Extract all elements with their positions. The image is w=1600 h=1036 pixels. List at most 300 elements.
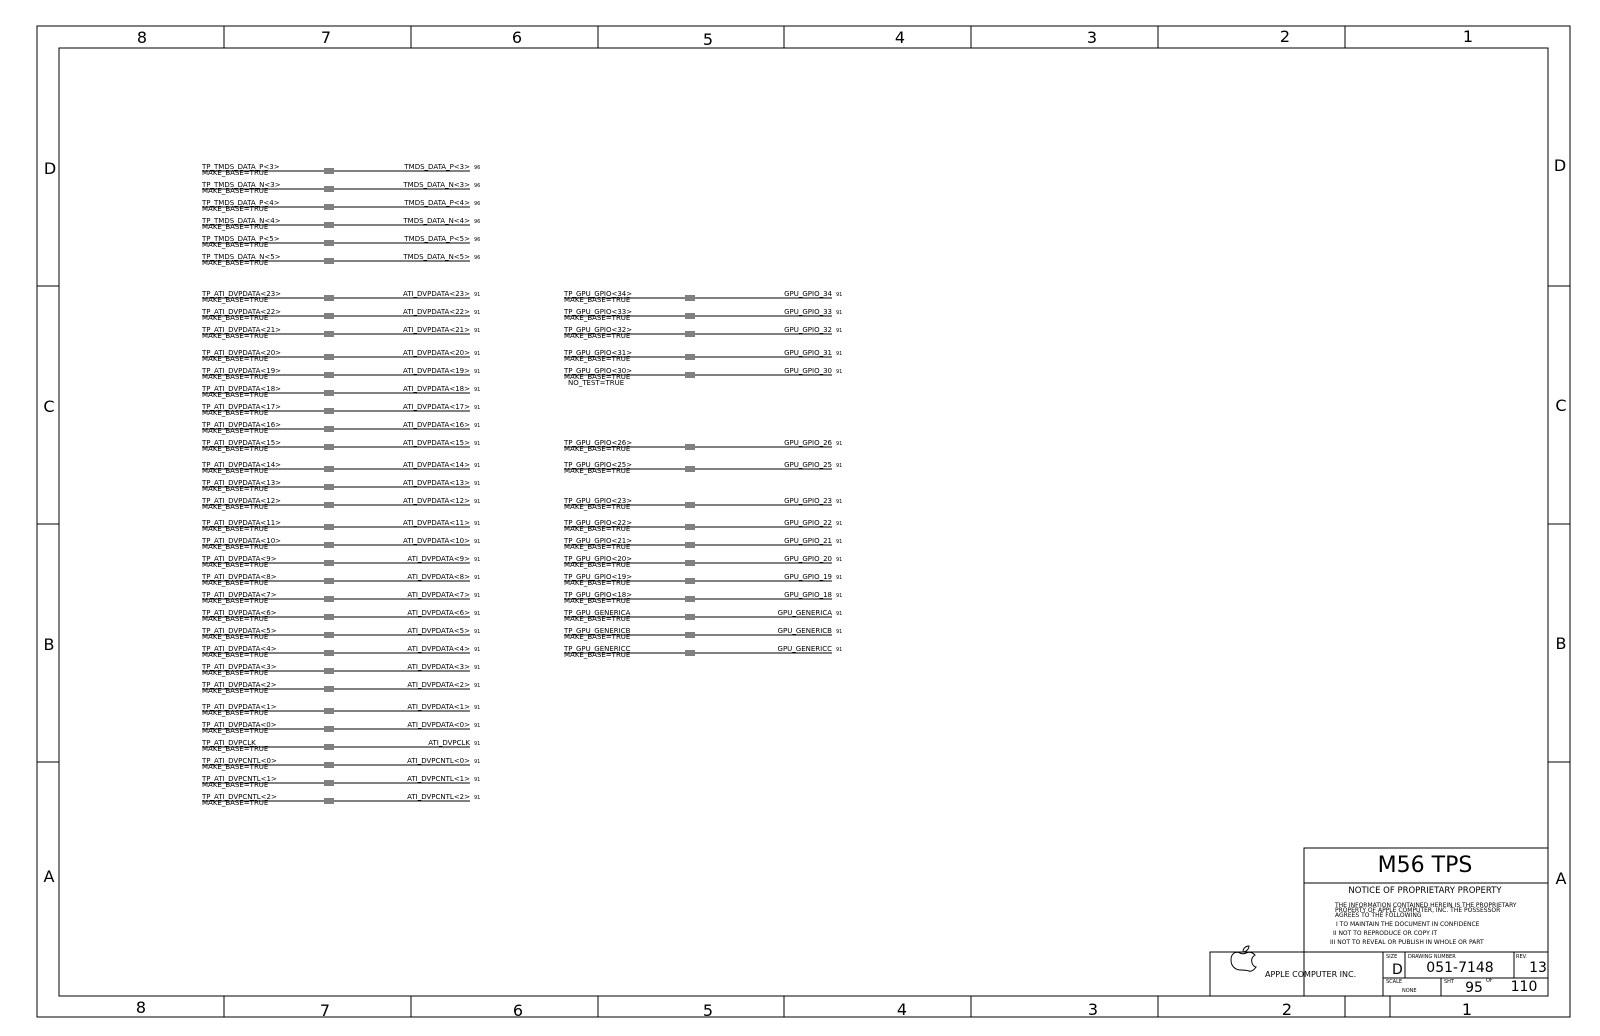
net-label: GPU_GPIO_33 — [784, 308, 832, 316]
testpoint-label: TP_ATI_DVPDATA<11> — [202, 519, 282, 527]
size-label: SIZE — [1386, 954, 1398, 960]
sheet-reference: 91 — [474, 777, 481, 783]
net-label: ATI_DVPDATA<7> — [407, 591, 470, 599]
gpio-row — [563, 326, 842, 340]
make-base-attribute: MAKE_BASE=TRUE — [202, 259, 269, 267]
testpoint-label: TP_TMDS_DATA_P<4> — [202, 199, 280, 207]
make-base-attribute: MAKE_BASE=TRUE — [202, 373, 269, 381]
dvp-row — [201, 681, 480, 695]
testpoint-label: TP_ATI_DVPDATA<9> — [202, 555, 277, 563]
testpoint-label: TP_GPU_GPIO<26> — [564, 439, 633, 447]
make-base-attribute: MAKE_BASE=TRUE — [202, 763, 269, 771]
dvp-testpoint-group — [201, 290, 480, 807]
dvp-row — [201, 627, 480, 641]
net-label: GPU_GPIO_34 — [784, 290, 832, 298]
net-label: ATI_DVPDATA<1> — [407, 703, 470, 711]
sheet-reference: 91 — [836, 351, 843, 357]
sheet-reference: 91 — [474, 759, 481, 765]
of-label: OF — [1486, 978, 1493, 984]
make-base-attribute: MAKE_BASE=TRUE — [564, 355, 631, 363]
sheet-reference: 91 — [474, 575, 481, 581]
sheet-reference: 91 — [836, 521, 843, 527]
dvp-row — [201, 703, 480, 717]
net-label: ATI_DVPDATA<4> — [407, 645, 470, 653]
testpoint-label: TP_TMDS_DATA_P<5> — [202, 235, 280, 243]
testpoint-label: TP_ATI_DVPDATA<12> — [202, 497, 282, 505]
make-base-attribute: MAKE_BASE=TRUE — [202, 332, 269, 340]
column-label: 5 — [702, 30, 714, 49]
net-label: ATI_DVPDATA<16> — [402, 421, 470, 429]
row-label: B — [1555, 634, 1567, 653]
net-label: TMDS_DATA_P<4> — [404, 199, 470, 207]
net-label: ATI_DVPDATA<8> — [407, 573, 470, 581]
make-base-attribute: MAKE_BASE=TRUE — [202, 727, 269, 735]
row-label: C — [1555, 396, 1567, 415]
net-label: GPU_GPIO_20 — [784, 555, 832, 563]
testpoint-label: TP_ATI_DVPDATA<7> — [202, 591, 277, 599]
column-label: 4 — [896, 1000, 908, 1019]
dvp-row — [201, 439, 480, 453]
column-label: 1 — [1461, 1000, 1473, 1019]
column-label: 2 — [1279, 27, 1291, 46]
sheet-reference: 91 — [836, 328, 843, 334]
sheet-reference: 91 — [474, 292, 481, 298]
testpoint-label: TP_GPU_GPIO<23> — [564, 497, 633, 505]
dvp-row — [201, 721, 480, 735]
dvp-row — [201, 645, 480, 659]
testpoint-label: TP_ATI_DVPDATA<23> — [202, 290, 282, 298]
apple-logo-icon — [1231, 946, 1256, 971]
company-name: APPLE COMPUTER INC. — [1265, 970, 1357, 979]
make-base-attribute: MAKE_BASE=TRUE — [202, 391, 269, 399]
column-label: 2 — [1281, 1000, 1293, 1019]
dvp-row — [201, 555, 480, 569]
testpoint-label: TP_GPU_GPIO<25> — [564, 461, 633, 469]
testpoint-label: TP_TMDS_DATA_P<3> — [202, 163, 280, 171]
net-label: GPU_GPIO_23 — [784, 497, 832, 505]
dvp-row — [201, 609, 480, 623]
dvp-row — [201, 757, 480, 771]
testpoint-label: TP_GPU_GENERICA — [564, 609, 631, 617]
testpoint-label: TP_TMDS_DATA_N<4> — [202, 217, 281, 225]
sheet-reference: 91 — [836, 310, 843, 316]
make-base-attribute: MAKE_BASE=TRUE — [564, 561, 631, 569]
gpio-row — [563, 645, 842, 659]
net-label: GPU_GPIO_22 — [784, 519, 832, 527]
gpio-row — [563, 367, 842, 387]
make-base-attribute: MAKE_BASE=TRUE — [202, 709, 269, 717]
scale-label: SCALE — [1386, 979, 1403, 985]
dvp-row — [201, 403, 480, 417]
sheet-reference: 96 — [474, 165, 481, 171]
make-base-attribute: MAKE_BASE=TRUE — [202, 445, 269, 453]
make-base-attribute: MAKE_BASE=TRUE — [202, 296, 269, 304]
sheet-reference: 91 — [836, 539, 843, 545]
testpoint-label: TP_GPU_GPIO<22> — [564, 519, 633, 527]
sheet-reference: 91 — [474, 310, 481, 316]
testpoint-label: TP_ATI_DVPDATA<10> — [202, 537, 282, 545]
testpoint-label: TP_ATI_DVPCNTL<2> — [202, 793, 277, 801]
sheet-reference: 91 — [474, 705, 481, 711]
gpio-row — [563, 290, 842, 304]
gpio-row — [563, 519, 842, 533]
net-label: ATI_DVPDATA<22> — [402, 308, 470, 316]
dvp-row — [201, 385, 480, 399]
testpoint-label: TP_ATI_DVPDATA<22> — [202, 308, 282, 316]
sheet-reference: 91 — [474, 328, 481, 334]
make-base-attribute: MAKE_BASE=TRUE — [202, 651, 269, 659]
make-base-attribute: MAKE_BASE=TRUE — [202, 427, 269, 435]
column-label: 5 — [702, 1001, 714, 1020]
notice-condition: I TO MAINTAIN THE DOCUMENT IN CONFIDENCE — [1336, 921, 1480, 928]
notice-line: PROPERTY OF APPLE COMPUTER, INC. THE POSSESSOR — [1335, 907, 1501, 914]
sheet-reference: 91 — [474, 405, 481, 411]
dvp-row — [201, 349, 480, 363]
row-label: C — [43, 397, 55, 416]
sheet-reference: 96 — [474, 219, 481, 225]
tmds-testpoint-group — [201, 163, 480, 267]
column-label: 6 — [511, 28, 523, 47]
sheet-reference: 91 — [474, 593, 481, 599]
make-base-attribute: MAKE_BASE=TRUE — [202, 503, 269, 511]
dvp-row — [201, 367, 480, 381]
testpoint-label: TP_ATI_DVPDATA<16> — [202, 421, 282, 429]
dvp-row — [201, 775, 480, 789]
tmds-row — [201, 163, 480, 177]
rev-value: 13 — [1529, 960, 1547, 976]
make-base-attribute: MAKE_BASE=TRUE — [202, 633, 269, 641]
sheet-reference: 91 — [474, 741, 481, 747]
sheet-reference: 91 — [474, 387, 481, 393]
notice-condition: III NOT TO REVEAL OR PUBLISH IN WHOLE OR PART — [1330, 939, 1484, 946]
sheet-reference: 96 — [474, 237, 481, 243]
rev-label: REV. — [1516, 954, 1527, 960]
dvp-row — [201, 326, 480, 340]
tmds-row — [201, 199, 480, 213]
net-label: ATI_DVPDATA<10> — [402, 537, 470, 545]
make-base-attribute: MAKE_BASE=TRUE — [202, 187, 269, 195]
testpoint-label: TP_GPU_GPIO<33> — [564, 308, 633, 316]
gpio-row — [563, 537, 842, 551]
make-base-attribute: MAKE_BASE=TRUE — [202, 799, 269, 807]
sheet-reference: 96 — [474, 183, 481, 189]
net-label: ATI_DVPDATA<9> — [407, 555, 470, 563]
column-label: 1 — [1462, 27, 1474, 46]
testpoint-label: TP_ATI_DVPDATA<18> — [202, 385, 282, 393]
sheet-reference: 91 — [836, 629, 843, 635]
testpoint-label: TP_GPU_GENERICB — [564, 627, 631, 635]
sheet-number: 95 — [1465, 980, 1483, 996]
make-base-attribute: MAKE_BASE=TRUE — [564, 445, 631, 453]
column-label: 3 — [1086, 28, 1098, 47]
column-label: 4 — [894, 28, 906, 47]
sheet-reference: 91 — [836, 611, 843, 617]
make-base-attribute: MAKE_BASE=TRUE — [202, 687, 269, 695]
gpio-row — [563, 461, 842, 475]
testpoint-label: TP_ATI_DVPDATA<14> — [202, 461, 282, 469]
make-base-attribute: MAKE_BASE=TRUE — [564, 597, 631, 605]
make-base-attribute: MAKE_BASE=TRUE — [564, 296, 631, 304]
make-base-attribute: MAKE_BASE=TRUE — [202, 525, 269, 533]
gpio-row — [563, 439, 842, 453]
make-base-attribute: MAKE_BASE=TRUE — [202, 355, 269, 363]
make-base-attribute: MAKE_BASE=TRUE — [202, 241, 269, 249]
net-label: ATI_DVPCNTL<2> — [407, 793, 470, 801]
testpoint-label: TP_ATI_DVPDATA<0> — [202, 721, 277, 729]
net-label: ATI_DVPCNTL<1> — [407, 775, 470, 783]
sheet-reference: 91 — [836, 441, 843, 447]
net-label: ATI_DVPCLK — [428, 739, 470, 747]
make-base-attribute: MAKE_BASE=TRUE — [202, 597, 269, 605]
row-label: A — [1555, 869, 1567, 888]
testpoint-label: TP_TMDS_DATA_N<3> — [202, 181, 281, 189]
testpoint-label: TP_ATI_DVPDATA<4> — [202, 645, 277, 653]
testpoint-label: TP_GPU_GPIO<20> — [564, 555, 633, 563]
sheet-reference: 91 — [836, 647, 843, 653]
net-label: TMDS_DATA_N<3> — [403, 181, 470, 189]
drawing-number-label: DRAWING NUMBER — [1408, 954, 1456, 960]
sheet-reference: 91 — [836, 463, 843, 469]
make-base-attribute: MAKE_BASE=TRUE — [202, 314, 269, 322]
sheet-reference: 91 — [474, 481, 481, 487]
make-base-attribute: MAKE_BASE=TRUE — [202, 169, 269, 177]
column-labels-top — [137, 27, 1473, 49]
make-base-attribute: MAKE_BASE=TRUE — [564, 543, 631, 551]
testpoint-label: TP_ATI_DVPDATA<8> — [202, 573, 277, 581]
dvp-row — [201, 537, 480, 551]
make-base-attribute: MAKE_BASE=TRUE — [564, 373, 631, 381]
testpoint-label: TP_GPU_GPIO<21> — [564, 537, 633, 545]
dvp-row — [201, 519, 480, 533]
make-base-attribute: MAKE_BASE=TRUE — [564, 579, 631, 587]
net-label: ATI_DVPDATA<12> — [402, 497, 470, 505]
net-label: GPU_GENERICC — [777, 645, 832, 653]
make-base-attribute: MAKE_BASE=TRUE — [564, 633, 631, 641]
net-label: GPU_GENERICB — [777, 627, 832, 635]
testpoint-label: TP_GPU_GENERICC — [564, 645, 631, 653]
make-base-attribute: MAKE_BASE=TRUE — [564, 314, 631, 322]
row-labels-right — [1554, 156, 1567, 888]
testpoint-label: TP_TMDS_DATA_N<5> — [202, 253, 281, 261]
drawing-number: 051-7148 — [1426, 960, 1494, 976]
sheet-reference: 91 — [474, 665, 481, 671]
column-label: 7 — [320, 28, 332, 47]
make-base-attribute: MAKE_BASE=TRUE — [202, 579, 269, 587]
gpio-row — [563, 609, 842, 623]
net-label: ATI_DVPDATA<23> — [402, 290, 470, 298]
notice-condition: II NOT TO REPRODUCE OR COPY IT — [1333, 930, 1438, 937]
dvp-row — [201, 591, 480, 605]
sheet-reference: 96 — [474, 201, 481, 207]
testpoint-label: TP_ATI_DVPCNTL<1> — [202, 775, 277, 783]
sheet-reference: 91 — [836, 499, 843, 505]
notice-line: AGREES TO THE FOLLOWING — [1335, 912, 1422, 919]
testpoint-label: TP_GPU_GPIO<18> — [564, 591, 633, 599]
dvp-row — [201, 479, 480, 493]
sheet-reference: 91 — [836, 557, 843, 563]
net-label: ATI_DVPDATA<6> — [407, 609, 470, 617]
dvp-row — [201, 308, 480, 322]
net-label: TMDS_DATA_P<3> — [404, 163, 470, 171]
net-label: GPU_GPIO_32 — [784, 326, 832, 334]
make-base-attribute: MAKE_BASE=TRUE — [202, 543, 269, 551]
row-label: D — [1553, 156, 1567, 175]
net-label: GPU_GPIO_18 — [784, 591, 832, 599]
net-label: ATI_DVPDATA<11> — [402, 519, 470, 527]
sheet-title: M56 TPS — [1377, 853, 1473, 878]
gpio-row — [563, 591, 842, 605]
notice-heading: NOTICE OF PROPRIETARY PROPERTY — [1348, 886, 1502, 896]
make-base-attribute: MAKE_BASE=TRUE — [202, 223, 269, 231]
testpoint-label: TP_ATI_DVPDATA<5> — [202, 627, 277, 635]
column-label: 3 — [1087, 1000, 1099, 1019]
net-label: ATI_DVPDATA<19> — [402, 367, 470, 375]
dvp-row — [201, 497, 480, 511]
gpio-testpoint-group — [563, 290, 842, 659]
tmds-row — [201, 217, 480, 231]
gpio-row — [563, 573, 842, 587]
sheet-reference: 91 — [836, 292, 843, 298]
testpoint-label: TP_GPU_GPIO<32> — [564, 326, 633, 334]
net-label: ATI_DVPDATA<18> — [402, 385, 470, 393]
column-label: 6 — [512, 1001, 524, 1020]
net-label: ATI_DVPDATA<5> — [407, 627, 470, 635]
testpoint-label: TP_GPU_GPIO<30> — [564, 367, 633, 375]
net-label: ATI_DVPDATA<0> — [407, 721, 470, 729]
testpoint-label: TP_ATI_DVPDATA<3> — [202, 663, 277, 671]
net-label: ATI_DVPCNTL<0> — [407, 757, 470, 765]
sheet-reference: 91 — [474, 629, 481, 635]
dvp-row — [201, 793, 480, 807]
sheet-reference: 91 — [474, 463, 481, 469]
make-base-attribute: MAKE_BASE=TRUE — [202, 467, 269, 475]
gpio-row — [563, 308, 842, 322]
dvp-row — [201, 290, 480, 304]
sheet-reference: 91 — [836, 593, 843, 599]
testpoint-label: TP_ATI_DVPDATA<15> — [202, 439, 282, 447]
dvp-row — [201, 421, 480, 435]
sheet-reference: 91 — [474, 521, 481, 527]
sheet-reference: 96 — [474, 255, 481, 261]
no-test-attribute: NO_TEST=TRUE — [568, 379, 625, 387]
make-base-attribute: MAKE_BASE=TRUE — [564, 332, 631, 340]
make-base-attribute: MAKE_BASE=TRUE — [202, 561, 269, 569]
sheet-reference: 91 — [474, 441, 481, 447]
make-base-attribute: MAKE_BASE=TRUE — [202, 485, 269, 493]
row-labels-left — [43, 159, 56, 886]
dvp-row — [201, 573, 480, 587]
make-base-attribute: MAKE_BASE=TRUE — [564, 503, 631, 511]
net-label: GPU_GPIO_26 — [784, 439, 832, 447]
net-label: GPU_GPIO_30 — [784, 367, 832, 375]
sheet-reference: 91 — [474, 499, 481, 505]
make-base-attribute: MAKE_BASE=TRUE — [564, 651, 631, 659]
testpoint-label: TP_ATI_DVPDATA<20> — [202, 349, 282, 357]
make-base-attribute: MAKE_BASE=TRUE — [202, 745, 269, 753]
net-label: ATI_DVPDATA<21> — [402, 326, 470, 334]
scale-value: NONE — [1402, 988, 1417, 994]
sheet-reference: 91 — [474, 795, 481, 801]
gpio-row — [563, 349, 842, 363]
net-label: TMDS_DATA_P<5> — [404, 235, 470, 243]
dvp-row — [201, 663, 480, 677]
net-label: GPU_GPIO_21 — [784, 537, 832, 545]
make-base-attribute: MAKE_BASE=TRUE — [202, 669, 269, 677]
testpoint-label: TP_ATI_DVPDATA<1> — [202, 703, 277, 711]
testpoint-label: TP_GPU_GPIO<31> — [564, 349, 633, 357]
net-label: GPU_GENERICA — [777, 609, 832, 617]
total-sheets: 110 — [1510, 979, 1538, 995]
testpoint-label: TP_GPU_GPIO<19> — [564, 573, 633, 581]
dvp-row — [201, 461, 480, 475]
tmds-row — [201, 181, 480, 195]
make-base-attribute: MAKE_BASE=TRUE — [202, 781, 269, 789]
testpoint-label: TP_GPU_GPIO<34> — [564, 290, 633, 298]
sheet-reference: 91 — [474, 683, 481, 689]
tmds-row — [201, 253, 480, 267]
column-label: 7 — [319, 1001, 331, 1020]
column-label: 8 — [136, 28, 148, 47]
sheet-reference: 91 — [474, 351, 481, 357]
dvp-row — [201, 739, 480, 753]
testpoint-label: TP_ATI_DVPDATA<13> — [202, 479, 282, 487]
row-label: D — [43, 159, 57, 178]
net-label: ATI_DVPDATA<2> — [407, 681, 470, 689]
make-base-attribute: MAKE_BASE=TRUE — [202, 205, 269, 213]
sheet-reference: 91 — [474, 647, 481, 653]
testpoint-label: TP_ATI_DVPCLK — [202, 739, 256, 747]
make-base-attribute: MAKE_BASE=TRUE — [564, 615, 631, 623]
sheet-reference: 91 — [474, 611, 481, 617]
sheet-reference: 91 — [836, 575, 843, 581]
net-label: TMDS_DATA_N<5> — [403, 253, 470, 261]
testpoint-label: TP_ATI_DVPCNTL<0> — [202, 757, 277, 765]
sheet-reference: 91 — [836, 369, 843, 375]
gpio-row — [563, 627, 842, 641]
make-base-attribute: MAKE_BASE=TRUE — [564, 525, 631, 533]
net-label: ATI_DVPDATA<14> — [402, 461, 470, 469]
net-label: ATI_DVPDATA<20> — [402, 349, 470, 357]
testpoint-label: TP_ATI_DVPDATA<2> — [202, 681, 277, 689]
net-label: GPU_GPIO_31 — [784, 349, 832, 357]
size-value: D — [1392, 962, 1403, 978]
net-label: ATI_DVPDATA<3> — [407, 663, 470, 671]
sheet-label: SHT — [1444, 979, 1454, 985]
gpio-row — [563, 555, 842, 569]
sheet-reference: 91 — [474, 423, 481, 429]
make-base-attribute: MAKE_BASE=TRUE — [202, 409, 269, 417]
testpoint-label: TP_ATI_DVPDATA<6> — [202, 609, 277, 617]
sheet-reference: 91 — [474, 723, 481, 729]
gpio-row — [563, 497, 842, 511]
net-label: ATI_DVPDATA<17> — [402, 403, 470, 411]
make-base-attribute: MAKE_BASE=TRUE — [202, 615, 269, 623]
testpoint-label: TP_ATI_DVPDATA<17> — [202, 403, 282, 411]
net-label: TMDS_DATA_N<4> — [403, 217, 470, 225]
testpoint-label: TP_ATI_DVPDATA<21> — [202, 326, 282, 334]
column-label: 8 — [135, 998, 147, 1017]
net-label: ATI_DVPDATA<13> — [402, 479, 470, 487]
sheet-reference: 91 — [474, 369, 481, 375]
sheet-reference: 91 — [474, 557, 481, 563]
net-label: ATI_DVPDATA<15> — [402, 439, 470, 447]
row-label: B — [43, 635, 55, 654]
tmds-row — [201, 235, 480, 249]
make-base-attribute: MAKE_BASE=TRUE — [564, 467, 631, 475]
testpoint-label: TP_ATI_DVPDATA<19> — [202, 367, 282, 375]
row-label: A — [43, 867, 55, 886]
sheet-reference: 91 — [474, 539, 481, 545]
